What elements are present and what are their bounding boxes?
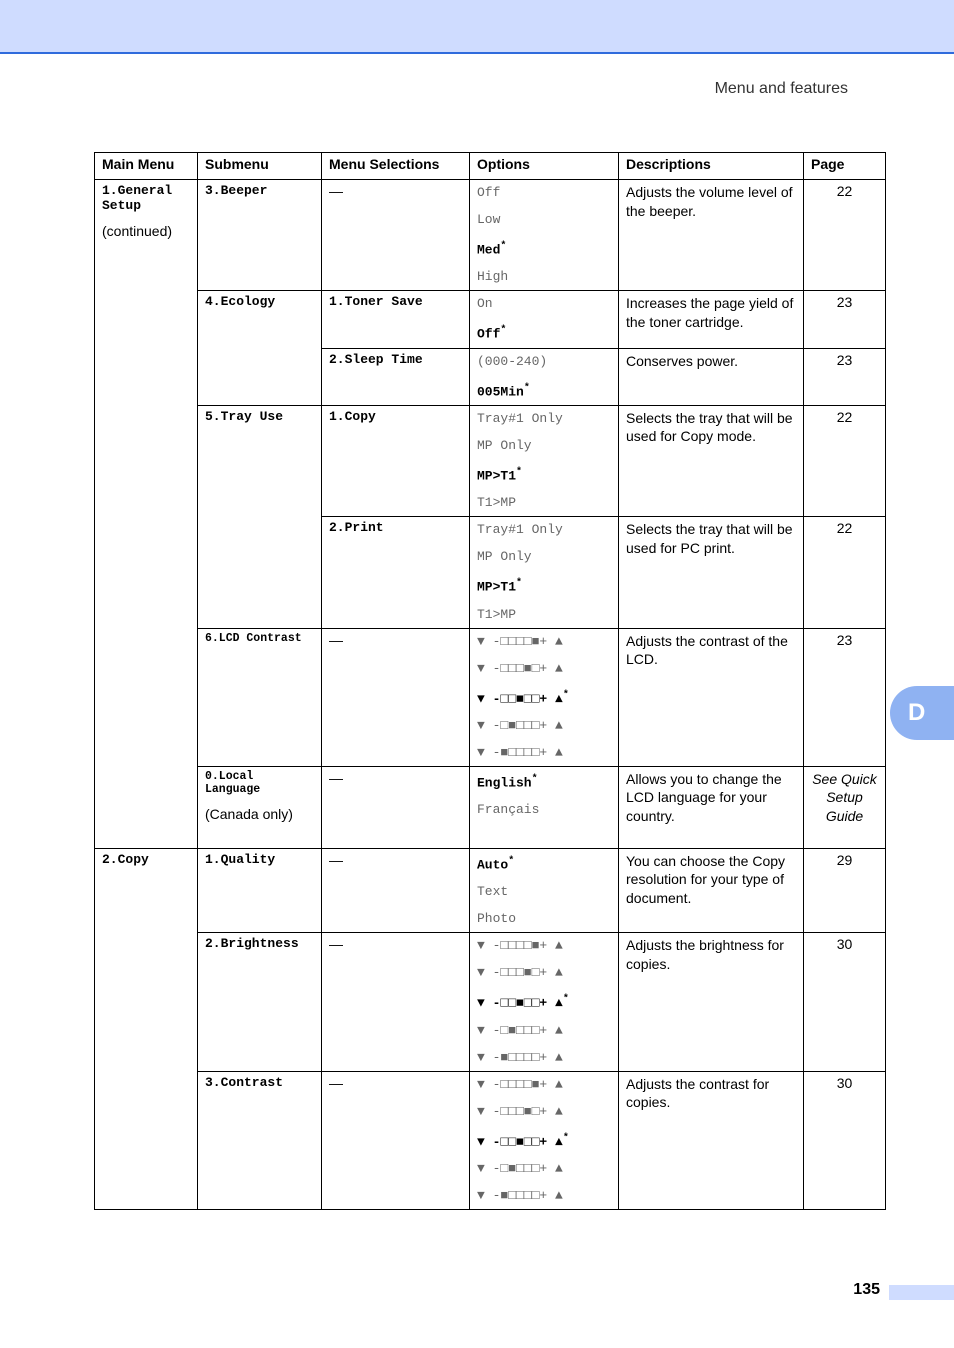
selection-tray-copy: 1.Copy — [322, 405, 470, 516]
selection-none: — — [322, 766, 470, 848]
option-default: Auto* — [477, 855, 515, 873]
page-ref: See Quick Setup Guide — [804, 766, 886, 848]
column-header: Options — [470, 153, 619, 180]
option: T1>MP — [477, 495, 517, 511]
options-brightness — [470, 933, 619, 1071]
submenu-tray-use: 5.Tray Use — [198, 405, 322, 628]
option: Tray#1 Only — [477, 522, 563, 538]
selection-none: — — [322, 933, 470, 1071]
option: ▼ -□□□■□+ ▲ — [477, 965, 563, 981]
options-quality — [470, 848, 619, 932]
table-row — [95, 933, 886, 1071]
option: Text — [477, 884, 509, 900]
option: Français — [477, 802, 540, 818]
column-header: Submenu — [198, 153, 322, 180]
selection-sleep-time: 2.Sleep Time — [322, 348, 470, 405]
submenu-local-language — [198, 766, 322, 848]
table-header-row — [95, 153, 886, 180]
option: ▼ -■□□□□+ ▲ — [477, 1187, 563, 1203]
submenu-label: 0.Local Language — [205, 769, 261, 796]
region-note: (Canada only) — [205, 805, 293, 822]
options-lcd-contrast — [470, 628, 619, 766]
page-ref: 22 — [804, 405, 886, 516]
page-ref: 30 — [804, 1071, 886, 1209]
option: Low — [477, 212, 501, 227]
page-ref: 23 — [804, 291, 886, 348]
column-header: Page — [804, 153, 886, 180]
submenu-contrast: 3.Contrast — [198, 1071, 322, 1209]
option: ▼ -□■□□□+ ▲ — [477, 717, 563, 733]
option: ▼ -□□□□■+ ▲ — [477, 938, 563, 954]
header-band — [0, 0, 954, 54]
submenu-lcd-contrast: 6.LCD Contrast — [198, 628, 322, 766]
continued-note: (continued) — [102, 223, 173, 239]
submenu-quality: 1.Quality — [198, 848, 322, 932]
option: ▼ -□□□■□+ ▲ — [477, 660, 563, 676]
description: You can choose the Copy resolution for your type of document. — [619, 848, 804, 932]
option-default: English* — [477, 773, 538, 791]
option: MP Only — [477, 437, 532, 453]
options-tray-copy — [470, 405, 619, 516]
option: ▼ -■□□□□+ ▲ — [477, 1049, 563, 1065]
selection-none: — — [322, 1071, 470, 1209]
description: Selects the tray that will be used for Copy mode. — [619, 405, 804, 516]
table-row — [95, 848, 886, 932]
selection-none: — — [322, 180, 470, 291]
table-row — [95, 1071, 886, 1209]
selection-toner-save: 1.Toner Save — [322, 291, 470, 348]
option-default: ▼ -□□■□□+ ▲* — [477, 689, 569, 706]
main-menu-general-setup — [95, 180, 198, 849]
column-header: Menu Selections — [322, 153, 470, 180]
page-ref: 30 — [804, 933, 886, 1071]
main-menu-label: 1.General — [102, 183, 173, 198]
selection-none: — — [322, 628, 470, 766]
page-ref: 23 — [804, 628, 886, 766]
description: Adjusts the brightness for copies. — [619, 933, 804, 1071]
description: Adjusts the volume level of the beeper. — [619, 180, 804, 291]
option-default: MP>T1* — [477, 578, 523, 595]
table-row — [95, 766, 886, 848]
option: Photo — [477, 911, 517, 927]
table-row — [95, 291, 886, 348]
option: ▼ -□■□□□+ ▲ — [477, 1022, 563, 1038]
options-sleep-time — [470, 348, 619, 405]
option: Off — [477, 185, 501, 200]
description: Conserves power. — [619, 348, 804, 405]
option-default: Off* — [477, 325, 507, 342]
running-title: Menu and features — [714, 80, 848, 97]
submenu-brightness: 2.Brightness — [198, 933, 322, 1071]
options-contrast — [470, 1071, 619, 1209]
page-ref: 22 — [804, 517, 886, 628]
menu-table — [94, 152, 886, 1210]
options-toner-save — [470, 291, 619, 348]
description: Increases the page yield of the toner cartridge. — [619, 291, 804, 348]
option: (000-240) — [477, 353, 548, 369]
main-menu-label-line2: Setup — [102, 198, 142, 213]
submenu-ecology: 4.Ecology — [198, 291, 322, 406]
submenu-beeper: 3.Beeper — [198, 180, 322, 291]
option: ▼ -□□□■□+ ▲ — [477, 1103, 563, 1119]
option: ▼ -□□□□■+ ▲ — [477, 1076, 563, 1092]
option: ▼ -□■□□□+ ▲ — [477, 1160, 563, 1176]
page-ref: 23 — [804, 348, 886, 405]
option: ▼ -□□□□■+ ▲ — [477, 633, 563, 649]
description: Allows you to change the LCD language for your country. — [619, 766, 804, 848]
page-number-bar — [889, 1285, 954, 1300]
table-row — [95, 628, 886, 766]
table-row — [95, 405, 886, 516]
option-default: 005Min* — [477, 382, 530, 399]
option: High — [477, 269, 509, 285]
option: T1>MP — [477, 606, 517, 622]
selection-tray-print: 2.Print — [322, 517, 470, 628]
option: Tray#1 Only — [477, 410, 563, 426]
description: Adjusts the contrast of the LCD. — [619, 628, 804, 766]
description: Selects the tray that will be used for PC print. — [619, 517, 804, 628]
option-default: ▼ -□□■□□+ ▲* — [477, 994, 569, 1011]
table-row — [95, 180, 886, 291]
page-ref: 22 — [804, 180, 886, 291]
option-default: Med* — [477, 241, 507, 258]
options-tray-print — [470, 517, 619, 628]
page-ref: 29 — [804, 848, 886, 932]
option: ▼ -■□□□□+ ▲ — [477, 744, 563, 760]
page-number: 135 — [853, 1281, 880, 1298]
column-header: Main Menu — [95, 153, 198, 180]
option-default: ▼ -□□■□□+ ▲* — [477, 1132, 569, 1149]
option: On — [477, 296, 493, 312]
option: MP Only — [477, 549, 532, 565]
option-default: MP>T1* — [477, 466, 523, 484]
main-menu-copy: 2.Copy — [95, 848, 198, 1209]
options-beeper — [470, 180, 619, 291]
selection-none: — — [322, 848, 470, 932]
column-header: Descriptions — [619, 153, 804, 180]
description: Adjusts the contrast for copies. — [619, 1071, 804, 1209]
options-local-language — [470, 766, 619, 848]
appendix-tab: D — [890, 686, 954, 740]
